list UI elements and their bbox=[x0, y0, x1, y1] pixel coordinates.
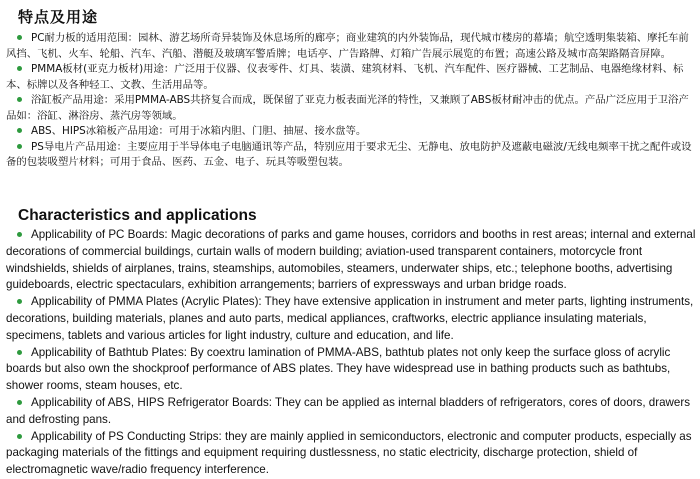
list-item bbox=[6, 124, 696, 140]
list-item bbox=[6, 31, 696, 62]
list-item bbox=[6, 429, 698, 479]
list-item-text: PC耐力板的适用范围：园林、游艺场所奇异装饰及休息场所的廊亭；商业建筑的内外装饰品，现代城市楼房的幕墙；航空透明集装箱、摩托车前风挡、飞机、火车、轮船、汽车、汽船、潜艇及玻璃军警盾牌；电话亭、广告路牌、灯箱广告展示展览的布置；高速公路及城市高架路隔音屏障。 bbox=[6, 32, 689, 60]
list-item-text: 浴缸板产品用途：采用PMMA-ABS共挤复合而成，既保留了亚克力板表面光泽的特性，又兼顾了ABS板材耐冲击的优点。产品广泛应用于卫浴产品如：浴缸、淋浴房、蒸汽房等领域。 bbox=[6, 94, 689, 122]
list-item-text: Applicability of ABS, HIPS Refrigerator Boards: They can be applied as internal bladders of refrigerators, cores of doors, drawers and defrosting pans. bbox=[6, 395, 691, 426]
list-item-text: Applicability of PMMA Plates (Acrylic Plates): They have extensive application in instrument and meter parts, lighting instruments, decorations, building materials, planes and auto parts, medical appliances, craftworks, electric appliance insulating materials, specimens, tablets and various articles for light industry, culture and education, and life. bbox=[6, 295, 694, 342]
bullet-dot-icon bbox=[17, 144, 22, 149]
list-item bbox=[6, 140, 696, 171]
bullet-dot-icon bbox=[17, 66, 22, 71]
bullet-dot-icon bbox=[17, 400, 22, 405]
chinese-section-title: 特点及用途 bbox=[18, 8, 99, 26]
bullet-dot-icon bbox=[17, 128, 22, 133]
list-item bbox=[6, 294, 698, 344]
list-item-text: Applicability of Bathtub Plates: By coextru lamination of PMMA-ABS, bathtub plates not only keep the surface gloss of acrylic boards but also own the shockproof performance of ABS plates. They have widespread use in bathing products such as bathtubs, shower rooms, steam houses, etc. bbox=[6, 345, 671, 393]
english-section-title: Characteristics and applications bbox=[18, 207, 257, 224]
bullet-dot-icon bbox=[17, 97, 22, 102]
bullet-dot-icon bbox=[17, 299, 22, 304]
list-item bbox=[6, 345, 698, 395]
list-item-text: ABS、HIPS冰箱板产品用途：可用于冰箱内胆、门胆、抽屉、接水盘等。 bbox=[31, 125, 367, 137]
list-item-text: PMMA板材(亚克力板材)用途：广泛用于仪器、仪表零件、灯具、装潢、建筑材料、飞机、汽车配件、医疗器械、工艺制品、电器绝缘材料、标本、标牌以及各种轻工、文教、生活用品等。 bbox=[6, 63, 684, 91]
list-item bbox=[6, 395, 698, 429]
bullet-dot-icon bbox=[17, 350, 22, 355]
list-item-text: Applicability of PC Boards: Magic decorations of parks and game houses, corridors and booths in rest areas; internal and external decorations of commercial buildings, curtain walls of modern building; aviation-used transparent containers, motorcycle front windshields, shields of airplanes, trains, steamships, automobiles, steamers, underwater ships, etc.; telephone booths, advertising guideboards, electric spectaculars, exhibition arrangements; barriers of expressways and urban bridge roads. bbox=[6, 228, 696, 292]
list-item-text: Applicability of PS Conducting Strips: they are mainly applied in semiconductors, electronic and computer products, especially as packaging materials of the fittings and equipment requiring dustlessness, no static electricity, discharge protection, shield of electromagnetic wave/radio frequency interference. bbox=[6, 429, 692, 477]
bullet-dot-icon bbox=[17, 35, 22, 40]
bullet-dot-icon bbox=[17, 434, 22, 439]
bullet-dot-icon bbox=[17, 232, 22, 237]
chinese-applications-list bbox=[6, 31, 696, 171]
list-item bbox=[6, 227, 698, 294]
list-item bbox=[6, 93, 696, 124]
list-item bbox=[6, 62, 696, 93]
list-item-text: PS导电片产品用途：主要应用于半导体电子电脑通讯等产品，特别应用于要求无尘、无静电、放电防护及遮蔽电磁波/无线电频率干扰之配件或设备的包装吸塑片材料；可用于食品、医药、五金、电子、玩具等吸塑包装。 bbox=[6, 140, 692, 168]
english-applications-list bbox=[6, 227, 698, 479]
